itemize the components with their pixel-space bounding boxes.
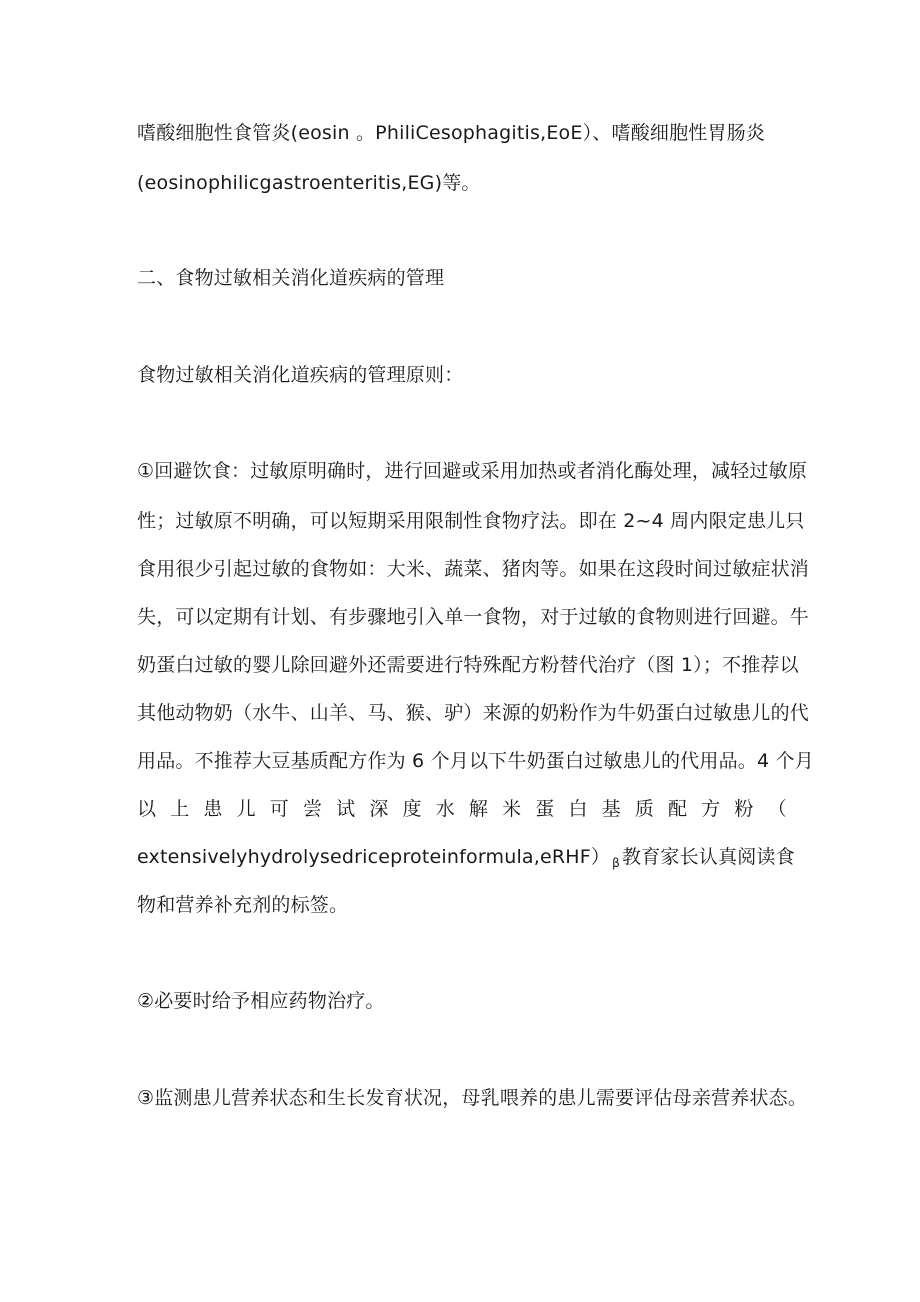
spaced-char: 上 [170, 798, 190, 820]
spaced-char: （ [767, 798, 787, 820]
spaced-char: 试 [336, 798, 356, 820]
spaced-char: 米 [502, 798, 522, 820]
spaced-char: 白 [568, 798, 588, 820]
principle1-line-5: 奶蛋白过敏的婴儿除回避外还需要进行特殊配方粉替代治疗（图 1）；不推荐以 [137, 654, 799, 676]
intro-line-1: 嗜酸细胞性食管炎(eosin 。PhiliCesophagitis,EoE）、嗜酸细胞性胃肠炎 [137, 122, 766, 144]
spaced-char: 尝 [302, 798, 323, 820]
spaced-char: 解 [468, 798, 489, 820]
spaced-char: 蛋 [535, 798, 555, 820]
spaced-char: 质 [634, 798, 655, 820]
formula-text: extensivelyhydrolysedriceproteinformula,eRHF） [137, 846, 611, 868]
principle1-line-1: ①回避饮食：过敏原明确时，进行回避或采用加热或者消化酶处理，减轻过敏原 [137, 460, 808, 482]
spaced-char: 粉 [734, 798, 754, 820]
section-heading: 二、食物过敏相关消化道疾病的管理 [137, 267, 445, 289]
spaced-char: 度 [402, 798, 422, 820]
formula-rest: 教育家长认真阅读食 [622, 846, 795, 868]
spaced-char: 方 [701, 798, 721, 820]
spaced-char: 可 [269, 798, 289, 820]
principle2: ②必要时给予相应药物治疗。 [137, 990, 385, 1012]
principle1-last-line: 物和营养补充剂的标签。 [137, 894, 349, 916]
principle1-line-2: 性；过敏原不明确，可以短期采用限制性食物疗法。即在 2~4 周内限定患儿只 [137, 510, 805, 532]
principle1-line-3: 食用很少引起过敏的食物如：大米、蔬菜、猪肉等。如果在这段时间过敏症状消 [137, 558, 810, 580]
principle1-line-6: 其他动物奶（水牛、山羊、马、猴、驴）来源的奶粉作为牛奶蛋白过敏患儿的代 [137, 702, 810, 724]
spaced-char: 儿 [236, 798, 256, 820]
principles-heading: 食物过敏相关消化道疾病的管理原则： [137, 364, 464, 386]
spaced-char: 水 [435, 798, 455, 820]
principle1-formula-line [137, 844, 797, 876]
beta-subscript: β [612, 856, 620, 870]
principle3: ③监测患儿营养状态和生长发育状况，母乳喂养的患儿需要评估母亲营养状态。 [137, 1087, 808, 1109]
principle1-line-4: 失，可以定期有计划、有步骤地引入单一食物，对于过敏的食物则进行回避。牛 [137, 606, 810, 628]
spaced-char: 患 [203, 798, 223, 820]
intro-line-2: (eosinophilicgastroenteritis,EG)等。 [137, 172, 481, 194]
principle1-line-7: 用品。不推荐大豆基质配方作为 6 个月以下牛奶蛋白过敏患儿的代用品。4 个月 [137, 750, 814, 772]
spaced-char: 以 [137, 798, 157, 820]
spaced-char: 配 [668, 798, 688, 820]
spaced-char: 基 [601, 798, 621, 820]
principle1-spaced-line [137, 796, 787, 822]
spaced-char: 深 [369, 798, 389, 820]
